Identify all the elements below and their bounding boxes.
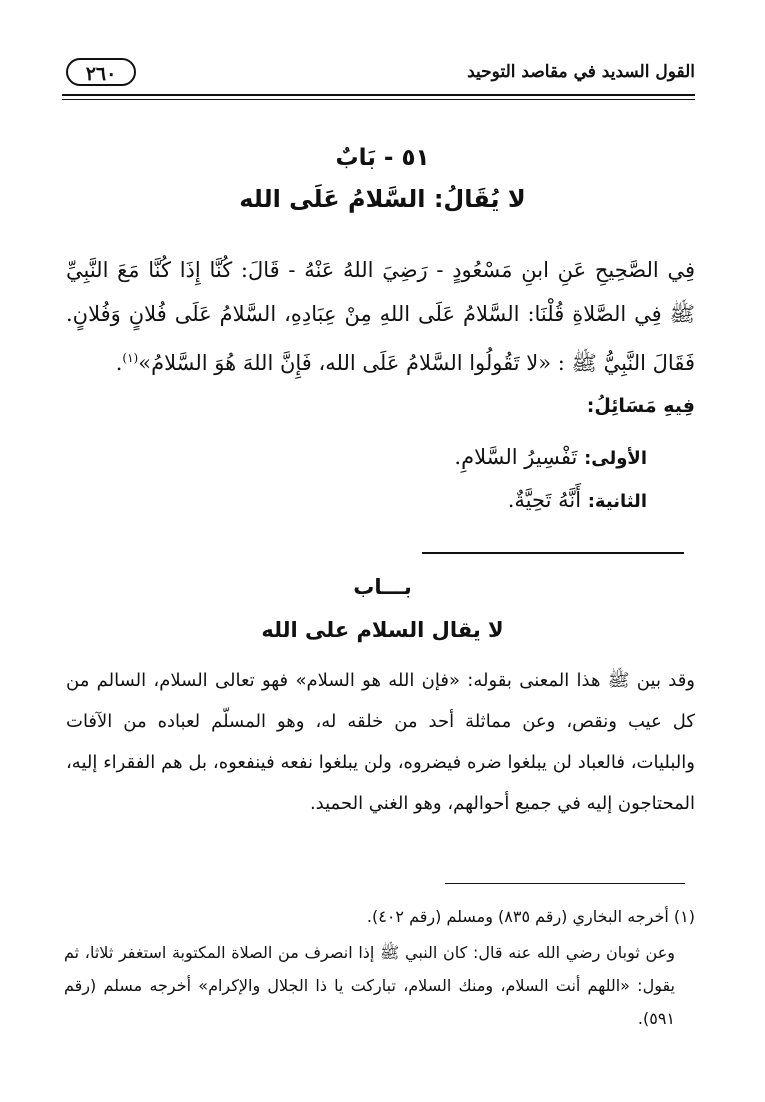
- chapter-number: ٥١ - بَابٌ: [335, 145, 430, 171]
- issues-heading: فِيهِ مَسَائِلُ:: [586, 395, 695, 417]
- page-header: [62, 58, 695, 94]
- issue-label: الثانية:: [587, 491, 647, 512]
- issue-text: تَفْسِيرُ السَّلامِ.: [454, 445, 578, 469]
- running-title: القول السديد في مقاصد التوحيد: [467, 62, 695, 82]
- footnote-ref: (١): [122, 351, 139, 365]
- page-number: ٢٦٠: [66, 58, 136, 86]
- issue-item: [454, 445, 647, 469]
- header-rule: [62, 94, 695, 100]
- hadith-text: [66, 248, 695, 385]
- footnote-1: (١) أخرجه البخاري (رقم ٨٣٥) ومسلم (رقم ٤٠٢).: [366, 907, 695, 926]
- footnote-rule: [445, 883, 685, 884]
- hadith-body: فِي الصَّحِيحِ عَنِ ابنِ مَسْعُودٍ - رَضِيَ اللهُ عَنْهُ - قَالَ: كُنَّا إِذَا كُنَّا مَعَ النَّبِيِّ ﷺ فِي الصَّلاةِ قُلْنَا: السَّلامُ عَلَى اللهِ مِنْ عِبَادِهِ، السَّلامُ عَلَى فُلانٍ وَفُلانٍ. فَقَالَ النَّبِيُّ ﷺ : «لا تَقُولُوا السَّلامُ عَلَى الله، فَإِنَّ اللهَ هُوَ السَّلامُ»: [66, 258, 695, 375]
- issue-label: الأولى:: [584, 448, 647, 469]
- issue-text: أَنَّهُ تَحِيَّةٌ.: [507, 488, 582, 512]
- footnote-2: وعن ثوبان رضي الله عنه قال: كان النبي ﷺ إذا انصرف من الصلاة المكتوبة استغفر ثلاثا، ثم يقول: «اللهم أنت السلام، ومنك السلام، تباركت يا ذا الجلال والإكرام» أخرجه مسلم (رقم ٥٩١).: [64, 943, 675, 1028]
- issue-item: [508, 488, 647, 512]
- commentary-chapter-label: بـــاب: [353, 575, 412, 599]
- section-divider: [422, 552, 684, 554]
- hadith-end: .: [115, 351, 123, 375]
- commentary-title: لا يقال السلام على الله: [261, 618, 504, 642]
- commentary-text: وقد بين ﷺ هذا المعنى بقوله: «فإن الله هو السلام» فهو تعالى السلام، السالم من كل عيب ونقص، وعن مماثلة أحد من خلقه له، وهو المسلّم لعباده من الآفات والبليات، فالعباد لن يبلغوا ضره فيضروه، ولن يبلغوا نفعه فينفعوه، بل هم الفقراء إليه، المحتاجون إليه في جميع أحوالهم، وهو الغني الحميد.: [66, 670, 695, 814]
- chapter-title: لا يُقَالُ: السَّلامُ عَلَى الله: [239, 185, 526, 213]
